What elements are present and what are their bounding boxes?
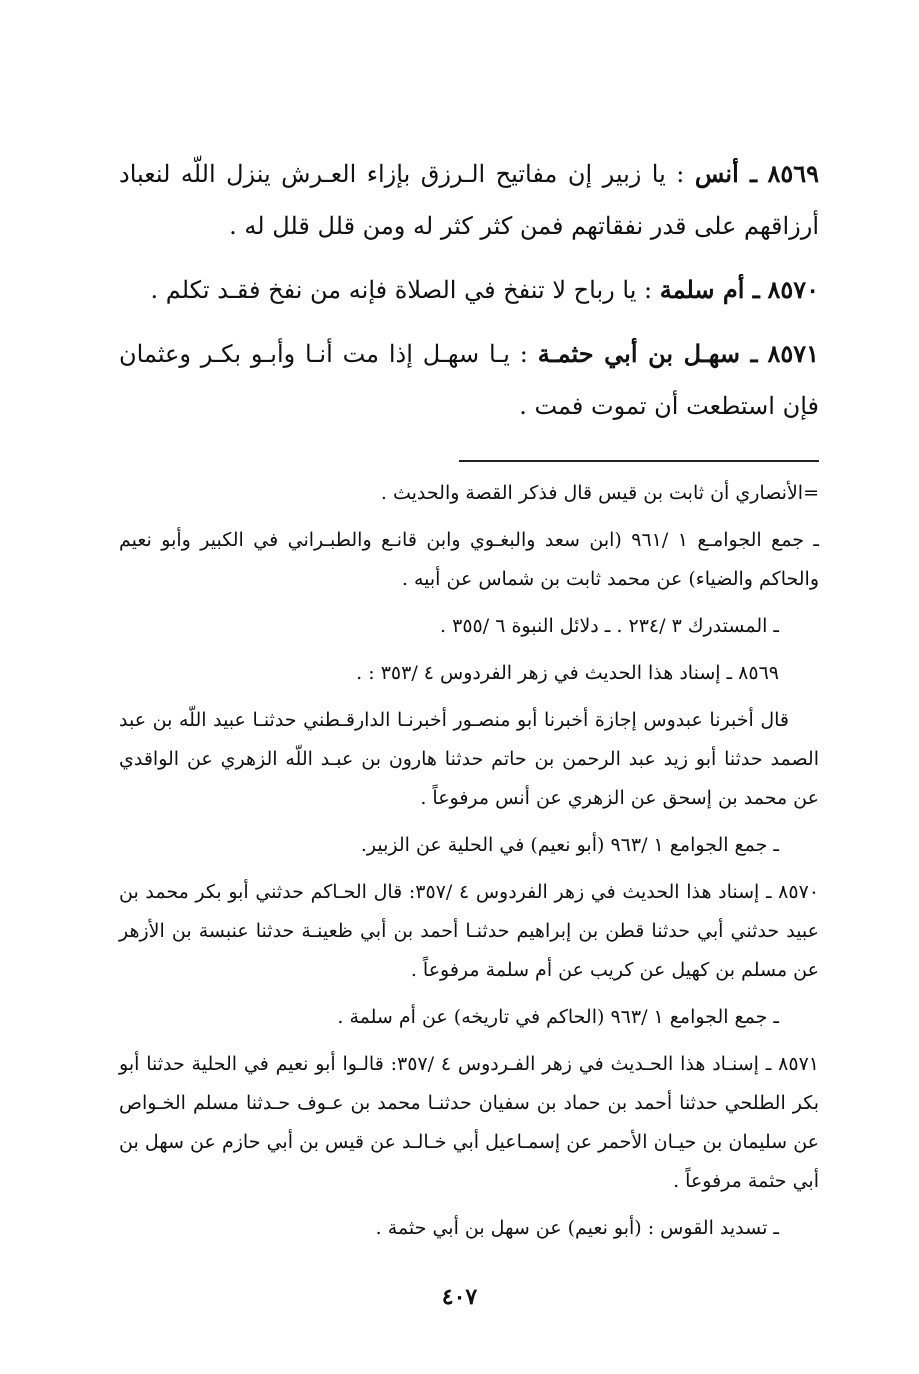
narrator-name: أنس	[694, 159, 739, 188]
footnote: قال أخبرنا عبدوس إجازة أخبرنا أبو منصـور أخبرنـا الدارقـطني حدثنـا عبيد اللّه بن عبد الصمد حدثنا أبو زيد عبد الرحمن بن حاتم حدثنا هارون بن عبـد اللّه الزهري عن الواقدي عن محمد بن إسحق عن الزهري عن أنس مرفوعاً .	[119, 709, 819, 809]
footnote: ـ تسديد القوس : (أبو نعيم) عن سهل بن أبي حثمة .	[375, 1217, 779, 1239]
colon: :	[665, 160, 695, 188]
narrator-name: أم سلمة	[659, 275, 745, 304]
hadith-8571	[119, 328, 819, 432]
hadith-8569	[119, 148, 819, 252]
colon: :	[509, 340, 538, 368]
hadith-8570	[119, 264, 819, 316]
narrator-name: سهـل بن أبي حثمـة	[537, 339, 740, 368]
hadith-list	[119, 148, 819, 444]
hadith-number: ٨٥٦٩	[767, 159, 820, 188]
hadith-text: يا رباح لا تنفخ في الصلاة فإنه من نفخ فقـد تكلم .	[150, 276, 637, 304]
dash: ـ	[744, 275, 760, 304]
footnote: ـ المستدرك ٣ /٢٣٤ . ـ دلائل النبوة ٦ /٣٥٥ .	[440, 615, 779, 637]
dash: ـ	[738, 159, 757, 188]
hadith-number: ٨٥٧١	[767, 339, 819, 368]
footnote: ـ جمع الجوامع ١ /٩٦٣ (أبو نعيم) في الحلية عن الزبير.	[360, 834, 779, 856]
footnote: ٨٥٦٩ ـ إسناد هذا الحديث في زهر الفردوس ٤ /٣٥٣ : .	[356, 662, 779, 684]
page-number: ٤٠٧	[441, 1284, 478, 1310]
hadith-text: يـا سهـل إذا مت أنـا وأبـو بكـر وعثمان فإن استطعت أن تموت فمت .	[119, 340, 819, 420]
footnote: =الأنصاري أن ثابت بن قيس قال فذكر القصة والحديث .	[380, 482, 819, 504]
footnote-divider	[459, 460, 819, 462]
dash: ـ	[739, 339, 758, 368]
footnotes	[119, 474, 819, 1256]
footnote: ٨٥٧٠ ـ إسناد هذا الحديث في زهر الفردوس ٤ /٣٥٧: قال الحـاكم حدثني أبو بكر محمد بن عبيد حدثني أبي حدثنا قطن بن إبراهيم حدثنـا أحمد بن أبي ظعينـة حدثنا عنبسة بن الأزهر عن مسلم بن كهيل عن كريب عن أم سلمة مرفوعاً .	[119, 881, 819, 981]
footnote: ٨٥٧١ ـ إسنـاد هذا الحـديث في زهر الفـردوس ٤ /٣٥٧: قالـوا أبو نعيم في الحلية حدثنا أبو بكر الطلحي حدثنا أحمد بن حماد بن سفيان حدثنـا محمد بن عـوف حـدثنا مسلم الخـواص عن سليمان بن حيـان الأحمر عن إسمـاعيل أبي خـالـد عن قيس بن أبي حازم عن سهل بن أبي حثمة مرفوعاً .	[119, 1053, 819, 1192]
colon: :	[636, 276, 660, 304]
footnote: ـ جمع الجوامع ١ /٩٦٣ (الحاكم في تاريخه) عن أم سلمة .	[337, 1006, 779, 1028]
footnote: ـ جمع الجوامـع ١ /٩٦١ (ابن سعد والبغـوي وابن قانـع والطبـراني في الكبير وأبو نعيم والحاكم والضياء) عن محمد ثابت بن شماس عن أبيه .	[119, 529, 819, 590]
hadith-number: ٨٥٧٠	[767, 275, 819, 304]
hadith-text: يا زبير إن مفاتيح الـرزق بإزاء العـرش ينزل اللّه لنعباد أرزاقهم على قدر نفقاتهم فمن كثر كثر له ومن قلل قلل له .	[119, 160, 819, 240]
